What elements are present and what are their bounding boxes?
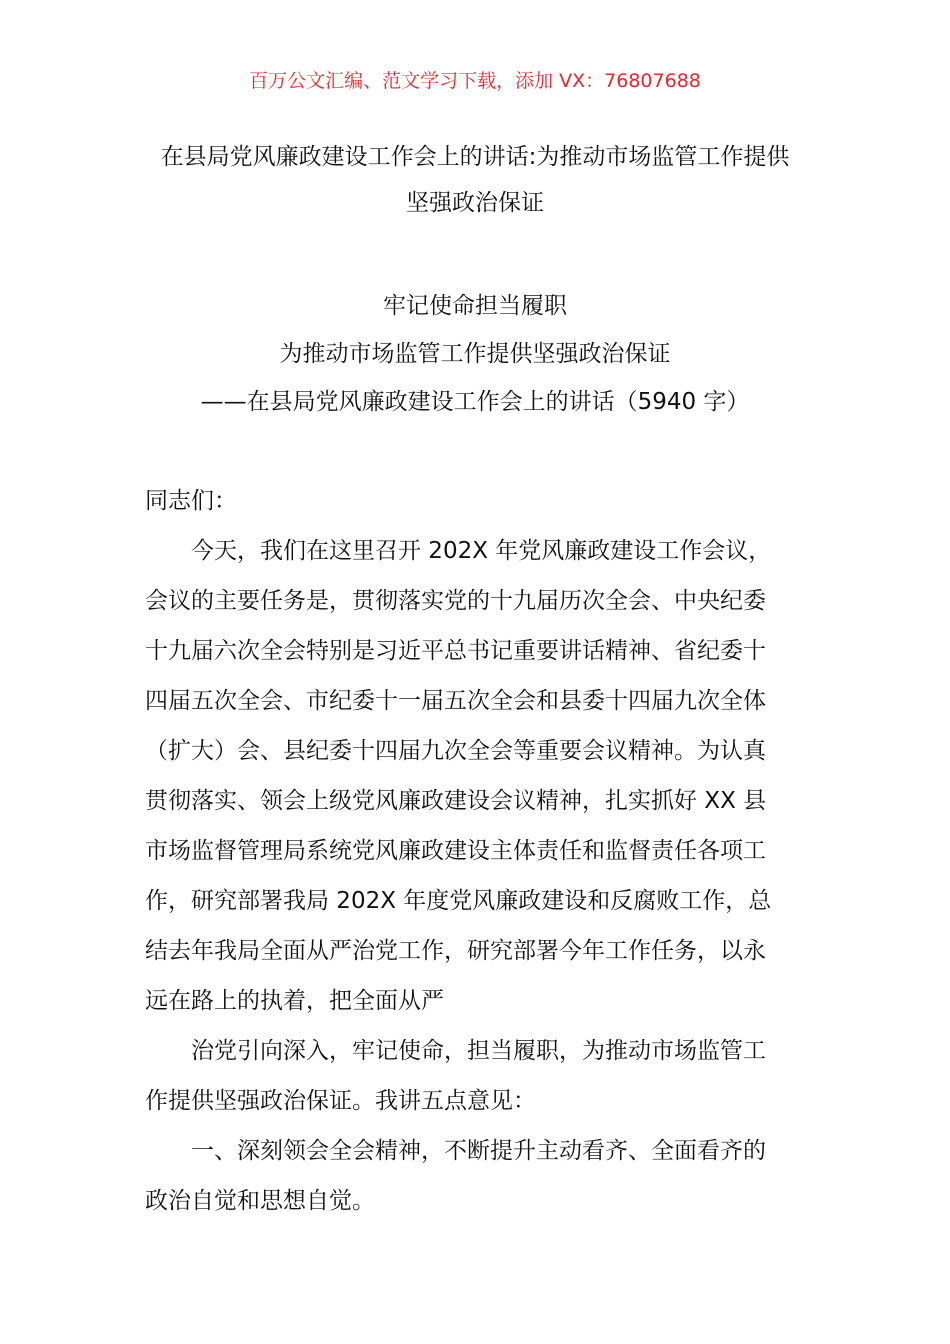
title-line-1: 在县局党风廉政建设工作会上的讲话:为推动市场监管工作提供 xyxy=(160,144,790,170)
body-text xyxy=(145,476,810,1226)
title-line-2: 坚强政治保证 xyxy=(406,190,544,216)
subtitle-block xyxy=(120,282,830,426)
paragraph-1-line: 贯彻落实、领会上级党风廉政建设会议精神，扎实抓好 XX 县 xyxy=(145,788,767,814)
paragraph-3-line: 一、深刻领会全会精神，不断提升主动看齐、全面看齐的 xyxy=(191,1138,766,1164)
paragraph-1-line: 结去年我局全面从严治党工作，研究部署今年工作任务，以永 xyxy=(145,938,766,964)
subtitle-line-3: ——在县局党风廉政建设工作会上的讲话（5940 字） xyxy=(200,389,750,415)
paragraph-1-line: 作，研究部署我局 202X 年度党风廉政建设和反腐败工作，总 xyxy=(145,888,772,914)
salutation: 同志们： xyxy=(145,488,237,514)
header-note: 百万公文汇编、范文学习下载，添加 VX：76807688 xyxy=(249,70,701,92)
subtitle-line-1: 牢记使命担当履职 xyxy=(383,293,567,319)
paragraph-1-line: 市场监督管理局系统党风廉政建设主体责任和监督责任各项工 xyxy=(145,838,766,864)
paragraph-2-line: 治党引向深入，牢记使命，担当履职，为推动市场监管工 xyxy=(191,1038,766,1064)
paragraph-1-line: 远在路上的执着，把全面从严 xyxy=(145,988,444,1014)
paragraph-2-line: 作提供坚强政治保证。我讲五点意见： xyxy=(145,1088,536,1114)
paragraph-1-line: 四届五次全会、市纪委十一届五次全会和县委十四届九次全体 xyxy=(145,688,766,714)
subtitle-line-2: 为推动市场监管工作提供坚强政治保证 xyxy=(279,341,671,367)
paragraph-3-line: 政治自觉和思想自觉。 xyxy=(145,1188,375,1214)
paragraph-1-line: （扩大）会、县纪委十四届九次全会等重要会议精神。为认真 xyxy=(145,738,766,764)
document-title xyxy=(140,134,810,226)
paragraph-1-line: 十九届六次全会特别是习近平总书记重要讲话精神、省纪委十 xyxy=(145,638,766,664)
paragraph-1-line: 会议的主要任务是，贯彻落实党的十九届历次全会、中央纪委 xyxy=(145,588,766,614)
paragraph-1-line: 今天，我们在这里召开 202X 年党风廉政建设工作会议， xyxy=(191,538,772,564)
